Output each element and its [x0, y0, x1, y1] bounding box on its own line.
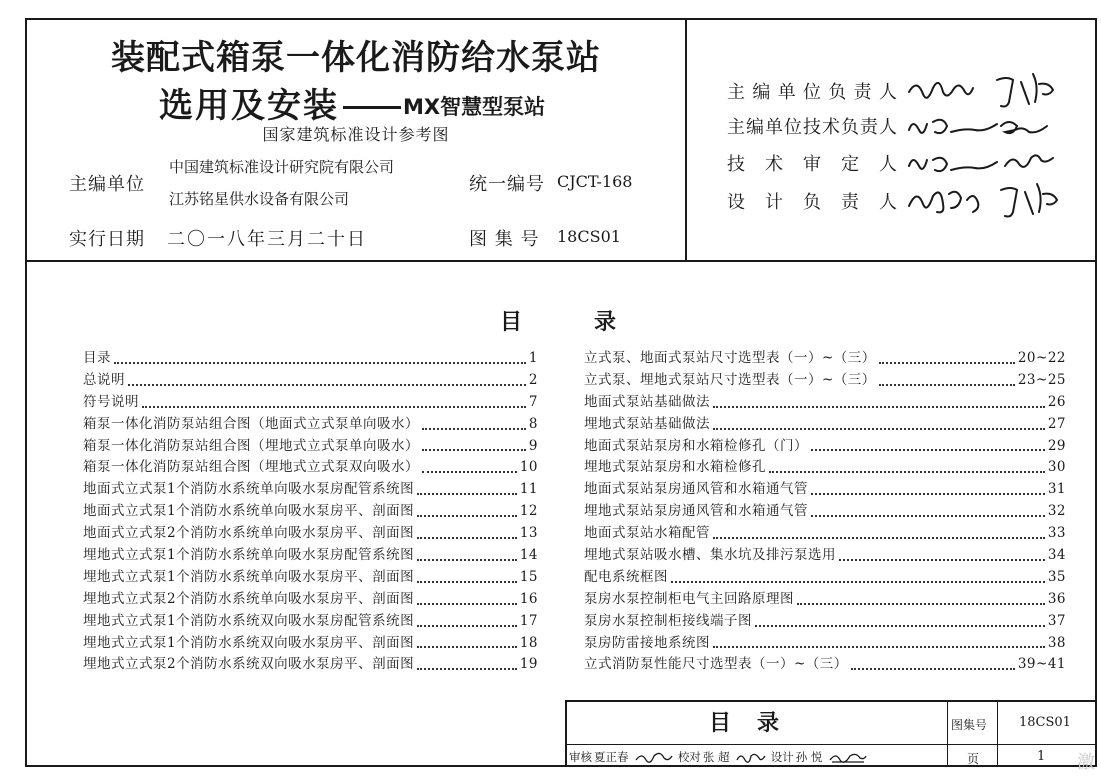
sig-label-3: 技术审定人: [727, 154, 897, 175]
toc-item: [83, 414, 538, 436]
sig-row-2: [727, 113, 897, 139]
toc-item-title: 埋地式泵站泵房和水箱检修孔: [584, 459, 766, 476]
toc-item: [584, 611, 1066, 633]
toc-item-title: 立式泵、埋地式泵站尺寸选型表（一）~（三）: [584, 371, 876, 388]
toc-item-leader: [128, 370, 526, 386]
review-name: 夏正春: [594, 750, 629, 764]
toc-item-page: 13: [519, 525, 538, 542]
toc-item-leader: [713, 523, 1045, 539]
toc-item: [83, 370, 538, 392]
title-block-page-label: 页: [967, 752, 980, 766]
toc-item: [83, 545, 538, 567]
toc-item-title: 埋地式立式泵1个消防水系统单向吸水泵房配管系统图: [83, 547, 415, 564]
toc-item: [83, 392, 538, 414]
toc-item-title: 地面式立式泵1个消防水系统单向吸水泵房平、剖面图: [83, 503, 415, 520]
toc-item-page: 14: [519, 547, 538, 564]
toc-item: [584, 436, 1066, 458]
sig-row-3: [727, 150, 897, 176]
main-title-subtext: MX智慧型泵站: [403, 95, 546, 119]
sig-label-1: 主编单位负责人: [727, 82, 897, 103]
toc-item-leader: [713, 414, 1045, 430]
toc-item-page: 11: [519, 481, 538, 498]
toc-item-page: 1: [528, 350, 538, 366]
sig-row-1: [727, 78, 897, 104]
toc-item: [83, 501, 538, 523]
toc-item-page: 31: [1047, 481, 1066, 498]
toc-heading-right: 录: [594, 310, 617, 335]
review-label: 审核: [569, 750, 592, 764]
toc-item-title: 埋地式立式泵1个消防水系统双向吸水泵房配管系统图: [83, 612, 415, 629]
toc-item-page: 12: [519, 503, 538, 520]
toc-item: [83, 567, 538, 589]
toc-item-page: 15: [519, 568, 538, 585]
toc-item-page: 30: [1047, 459, 1066, 476]
toc-item-leader: [142, 392, 526, 408]
main-title: 装配式箱泵一体化消防给水泵站: [111, 38, 601, 78]
code-value: CJCT-168: [557, 172, 633, 191]
check-name: 张 超: [702, 750, 730, 764]
toc-item-leader: [114, 348, 526, 364]
header-divider: [27, 260, 1095, 262]
toc-item-leader: [811, 479, 1045, 495]
toc-item: [83, 348, 538, 370]
toc-item-page: 16: [519, 590, 538, 607]
toc-item: [584, 567, 1066, 589]
check-signature: [735, 752, 767, 764]
toc-item-title: 埋地式泵站基础做法: [584, 415, 710, 432]
toc-item-page: 20~22: [1017, 350, 1066, 366]
toc-item: [584, 523, 1066, 545]
toc-item: [584, 654, 1066, 676]
toc-item-leader: [417, 589, 517, 605]
title-block-page-value: 1: [1037, 749, 1046, 764]
handwritten-signatures: [905, 70, 1085, 230]
toc-item: [83, 436, 538, 458]
toc-item-title: 符号说明: [83, 393, 139, 410]
toc-item-page: 19: [519, 656, 538, 673]
design-label: 设计: [770, 750, 794, 764]
toc-item-leader: [417, 654, 517, 670]
toc-item-title: 泵房水泵控制柜电气主回路原理图: [584, 590, 794, 607]
toc-item-title: 配电系统框图: [584, 568, 668, 585]
toc-item: [83, 633, 538, 655]
toc-item-title: 埋地式立式泵2个消防水系统单向吸水泵房平、剖面图: [83, 590, 415, 607]
toc-item-leader: [879, 370, 1015, 386]
title-block: [565, 700, 1095, 766]
editor-label: 主编单位: [69, 174, 145, 195]
toc-item-title: 地面式泵站水箱配管: [584, 525, 710, 542]
toc-item-leader: [755, 611, 1045, 627]
toc-item: [584, 501, 1066, 523]
toc-item-leader: [839, 545, 1045, 561]
toc-item-page: 2: [528, 371, 538, 388]
toc-item-leader: [811, 436, 1045, 452]
toc-item-title: 箱泵一体化消防泵站组合图（埋地式立式泵双向吸水）: [83, 459, 419, 476]
toc-item-page: 38: [1047, 634, 1066, 651]
toc-item-title: 埋地式泵站吸水槽、集水坑及排污泵选用: [584, 547, 836, 564]
toc-item-title: 立式消防泵性能尺寸选型表（一）~（三）: [584, 656, 848, 673]
toc-item-leader: [879, 348, 1015, 364]
toc-item-title: 地面式立式泵2个消防水系统单向吸水泵房平、剖面图: [83, 525, 415, 542]
toc-item-page: 29: [1047, 437, 1066, 454]
toc-item-title: 埋地式立式泵1个消防水系统单向吸水泵房平、剖面图: [83, 568, 415, 585]
toc-item: [584, 348, 1066, 370]
toc-item-title: 地面式泵站泵房和水箱检修孔（门）: [584, 437, 808, 454]
toc-item: [584, 392, 1066, 414]
toc-item-page: 10: [519, 459, 538, 476]
title-dash: [343, 106, 401, 109]
design-name: 孙 悦: [795, 750, 823, 764]
drawing-frame: [25, 18, 1097, 767]
toc-item-leader: [417, 567, 517, 583]
header-vertical-divider: [685, 20, 687, 260]
title-block-divider: [567, 744, 1095, 745]
toc-item-title: 埋地式立式泵2个消防水系统双向吸水泵房平、剖面图: [83, 656, 415, 673]
toc-item-leader: [417, 545, 517, 561]
toc-item-title: 地面式泵站泵房通风管和水箱通气管: [584, 481, 808, 498]
toc-item-leader: [811, 501, 1045, 517]
toc-item-page: 26: [1047, 393, 1066, 410]
toc-item-page: 39~41: [1017, 656, 1066, 673]
toc-item-page: 32: [1047, 503, 1066, 520]
toc-item-page: 17: [519, 612, 538, 629]
toc-heading-left: 目: [500, 310, 523, 335]
toc-item-page: 9: [528, 437, 538, 454]
toc-item-page: 8: [528, 415, 538, 432]
date-value: 二〇一八年三月二十日: [167, 229, 367, 250]
toc-item-leader: [417, 501, 517, 517]
toc-item: [584, 589, 1066, 611]
toc-item-page: 35: [1047, 568, 1066, 585]
subtitle: 国家建筑标准设计参考图: [262, 125, 450, 144]
sig-row-4: [727, 188, 897, 214]
toc-item-page: 23~25: [1017, 371, 1066, 388]
toc-item-title: 目录: [83, 350, 111, 366]
title-block-v1: [947, 702, 948, 766]
toc-item-title: 埋地式泵站泵房通风管和水箱通气管: [584, 503, 808, 520]
sig-label-2: 主编单位技术负责人: [727, 117, 897, 138]
date-label: 实行日期: [69, 229, 145, 250]
toc-item-leader: [417, 479, 517, 495]
toc-item-title: 箱泵一体化消防泵站组合图（地面式立式泵单向吸水）: [83, 415, 419, 432]
toc-item-page: 18: [519, 634, 538, 651]
toc-item-page: 36: [1047, 590, 1066, 607]
toc-item: [584, 370, 1066, 392]
toc-item: [584, 457, 1066, 479]
toc-item: [584, 479, 1066, 501]
toc-item-page: 33: [1047, 525, 1066, 542]
code-label: 统一编号: [469, 174, 545, 195]
editor-org-1: 中国建筑标准设计研究院有限公司: [169, 158, 395, 176]
toc-item-title: 立式泵、地面式泵站尺寸选型表（一）~（三）: [584, 350, 876, 366]
toc-right-column: [584, 348, 1066, 676]
toc-item-title: 泵房水泵控制柜接线端子图: [584, 612, 752, 629]
toc-item-page: 37: [1047, 612, 1066, 629]
toc-item: [83, 589, 538, 611]
atlas-value: 18CS01: [557, 227, 621, 246]
review-signature: [634, 752, 674, 764]
title-block-atlas-value: 18CS01: [1019, 715, 1071, 730]
toc-left-column: [83, 348, 538, 676]
toc-item-title: 埋地式立式泵1个消防水系统双向吸水泵房平、剖面图: [83, 634, 415, 651]
toc-item: [83, 611, 538, 633]
toc-item-leader: [417, 611, 517, 627]
toc-item-leader: [417, 633, 517, 649]
sig-label-4: 设计负责人: [727, 192, 897, 213]
check-label: 校对: [677, 750, 701, 764]
toc-item: [584, 414, 1066, 436]
toc-item-leader: [422, 457, 517, 473]
toc-item: [83, 523, 538, 545]
toc-item-title: 地面式泵站基础做法: [584, 393, 710, 410]
toc-item: [83, 654, 538, 676]
toc-item-leader: [769, 457, 1045, 473]
toc-item-leader: [797, 589, 1045, 605]
toc-item-title: 总说明: [83, 371, 125, 388]
main-title-line2-text: 选用及安装: [159, 86, 339, 126]
toc-item-page: 27: [1047, 415, 1066, 432]
toc-item-title: 地面式立式泵1个消防水系统单向吸水泵房配管系统图: [83, 481, 415, 498]
title-block-title: 目录: [708, 711, 805, 736]
title-block-v2: [997, 702, 998, 766]
toc-item-leader: [422, 414, 526, 430]
atlas-label: 图 集 号: [469, 229, 540, 250]
toc-item-leader: [422, 436, 526, 452]
toc-item: [584, 545, 1066, 567]
toc-item: [83, 479, 538, 501]
toc-item-leader: [671, 567, 1045, 583]
watermark: 激: [1077, 752, 1095, 773]
toc-item-leader: [417, 523, 517, 539]
title-block-approvals: [569, 749, 868, 765]
toc-item: [83, 457, 538, 479]
toc-item-page: 7: [528, 393, 538, 410]
title-block-atlas-label: 图集号: [951, 718, 988, 732]
toc-item-leader: [851, 654, 1015, 670]
main-title-line2: [159, 78, 545, 127]
toc-item-leader: [713, 392, 1045, 408]
toc-item: [584, 633, 1066, 655]
design-signature: [828, 752, 868, 764]
toc-item-leader: [713, 633, 1045, 649]
toc-item-title: 泵房防雷接地系统图: [584, 634, 710, 651]
toc-item-page: 34: [1047, 547, 1066, 564]
editor-org-2: 江苏铭星供水设备有限公司: [169, 190, 350, 208]
toc-item-title: 箱泵一体化消防泵站组合图（埋地式立式泵单向吸水）: [83, 437, 419, 454]
